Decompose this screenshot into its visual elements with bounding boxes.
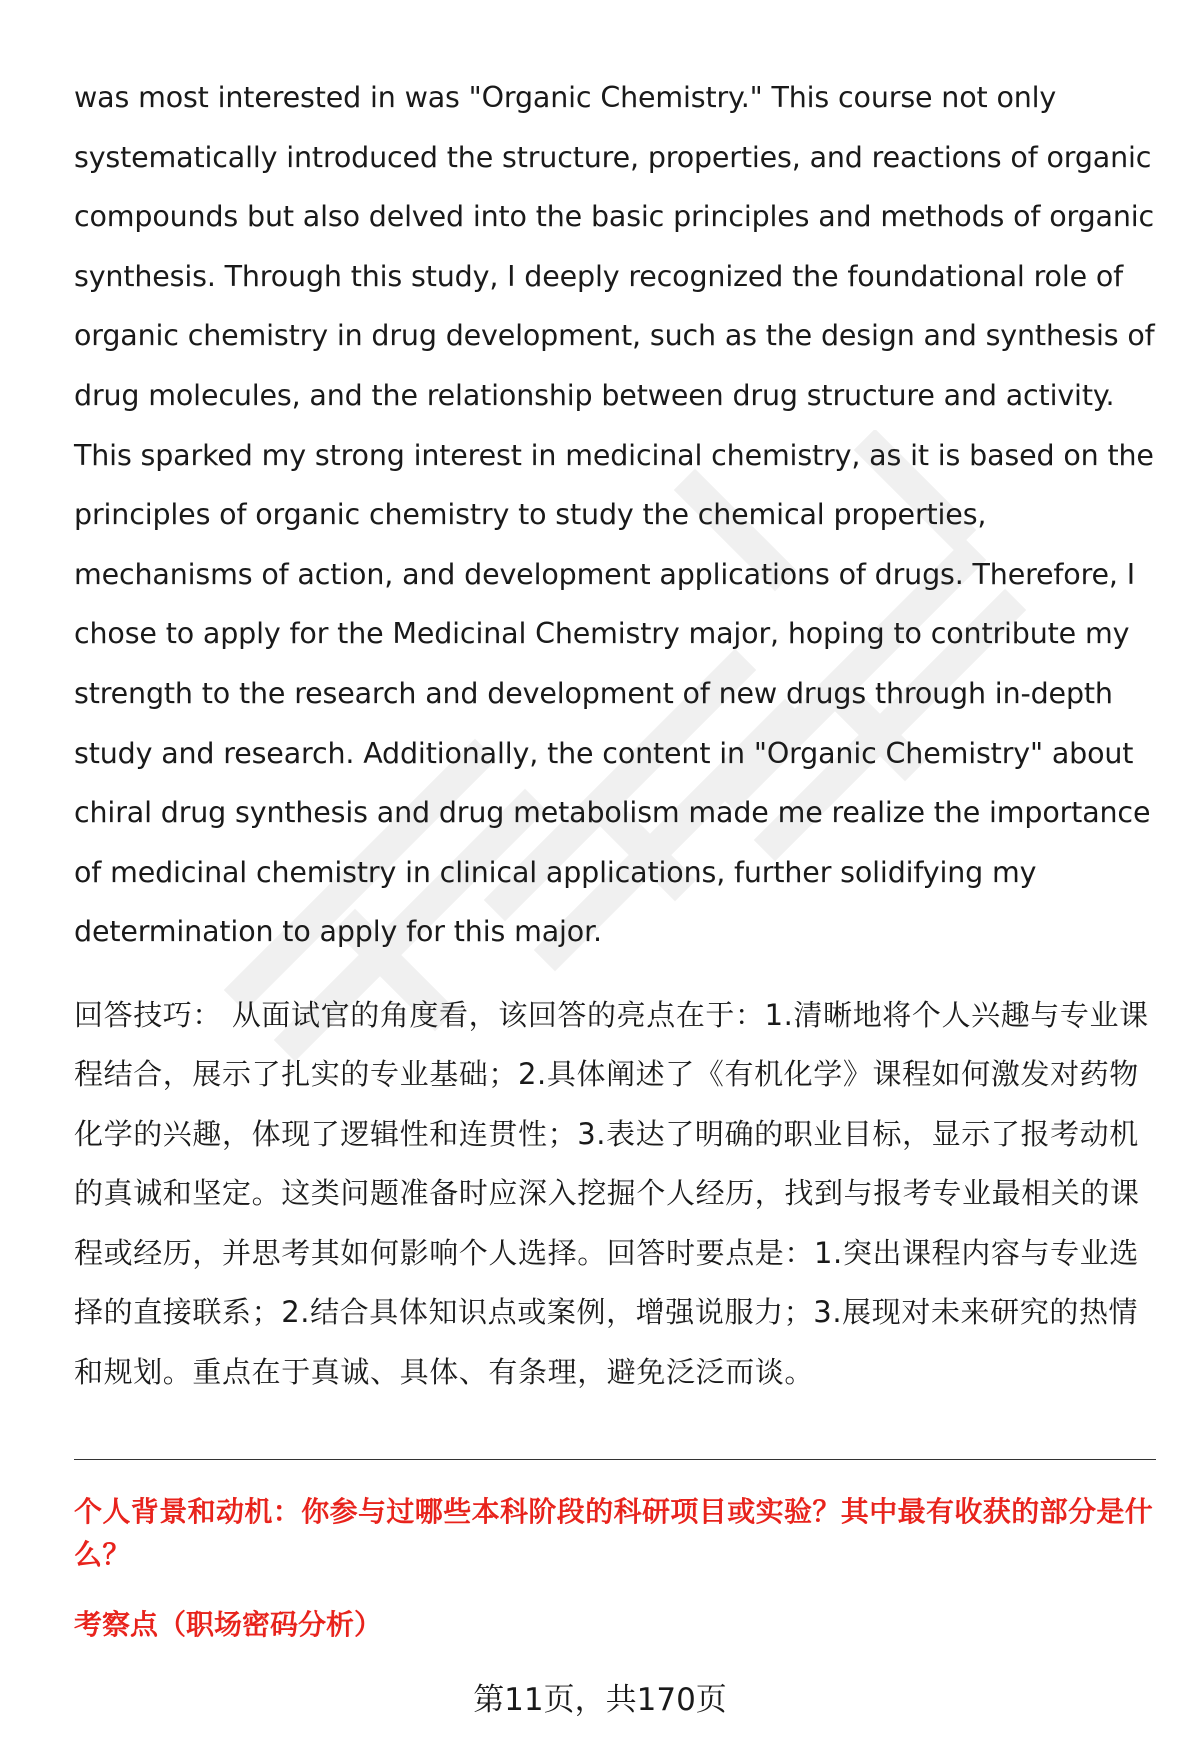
document-body	[74, 68, 1160, 1402]
next-question-heading: 个人背景和动机：你参与过哪些本科阶段的科研项目或实验？其中最有收获的部分是什么？	[74, 1495, 1154, 1571]
answer-paragraph: was most interested in was "Organic Chemistry." This course not only systematically introduced the structure, properties, and reactions of organic compounds but also delved into the basic principles and methods of organic synthesis. Through this study, I deeply recognized the foundational role of organic chemistry in drug development, such as the design and synthesis of drug molecules, and the relationship between drug structure and activity. This sparked my strong interest in medicinal chemistry, as it is based on the principles of organic chemistry to study the chemical properties, mechanisms of action, and development applications of drugs. Therefore, I chose to apply for the Medicinal Chemistry major, hoping to contribute my strength to the research and development of new drugs through in-depth study and research. Additionally, the content in "Organic Chemistry" about chiral drug synthesis and drug metabolism made me realize the importance of medicinal chemistry in clinical applications, further solidifying my determination to apply for this major.	[74, 81, 1155, 949]
answer-tips-paragraph: 回答技巧： 从面试官的角度看，该回答的亮点在于：1.清晰地将个人兴趣与专业课程结合，展示了扎实的专业基础；2.具体阐述了《有机化学》课程如何激发对药物化学的兴趣，体现了逻辑性和连贯性；3.表达了明确的职业目标，显示了报考动机的真诚和坚定。这类问题准备时应深入挖掘个人经历，找到与报考专业最相关的课程或经历，并思考其如何影响个人选择。回答时要点是：1.突出课程内容与专业选择的直接联系；2.结合具体知识点或案例，增强说服力；3.展现对未来研究的热情和规划。重点在于真诚、具体、有条理，避免泛泛而谈。	[74, 997, 1149, 1389]
page-number: 第11页，共170页	[473, 1682, 727, 1718]
exam-point-heading: 考察点（职场密码分析）	[74, 1608, 383, 1641]
section-divider	[74, 1459, 1156, 1460]
